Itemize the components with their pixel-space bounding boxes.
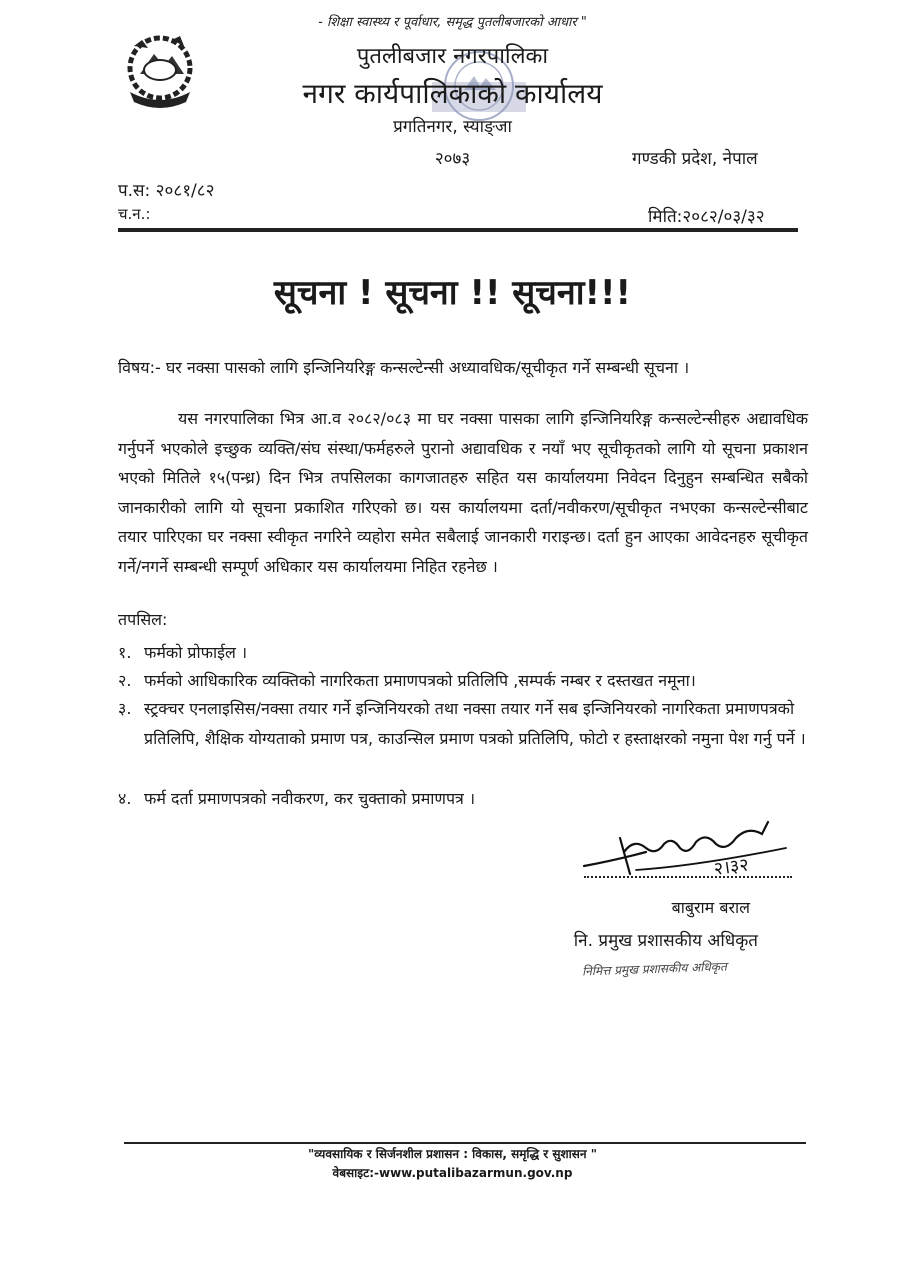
signatory-name: बाबुराम बराल [671,898,750,917]
dispatch-number: च.न.: [118,205,151,223]
list-item-number: ४. [118,789,132,808]
office-address: प्रगतिनगर, स्याङ्जा [393,117,512,137]
letter-date: मिति:२०८२/०३/३२ [648,207,765,227]
established-year: २०७३ [434,149,471,169]
footer-website: वेबसाइट:-www.putalibazarmun.gov.np [332,1166,573,1180]
list-item-text: स्ट्रक्चर एनलाइसिस/नक्सा तयार गर्ने इन्जिनियरको तथा नक्सा तयार गर्ने सब इन्जिनियरको नागरिकता प्रमाणपत्रको प्रतिलिपि, शैक्षिक योग्यताको प्रमाण पत्र, काउन्सिल प्रमाण पत्रको प्रतिलिपि, फोटो र हस्ताक्षरको नमुना पेश गर्नु पर्ने । [144,699,806,748]
province-name: गण्डकी प्रदेश, नेपाल [632,149,758,169]
letter-number: प.स: २०८१/८२ [118,181,215,201]
list-title: तपसिल: [118,610,168,629]
list-item [118,694,808,754]
footer-divider [124,1142,806,1144]
handwritten-note: निमित्त प्रमुख प्रशासकीय अधिकृत [581,959,728,979]
office-name: नगर कार्यपालिकाको कार्यालय [302,77,603,110]
list-item [118,666,808,696]
notice-heading: सूचना ! सूचना !! सूचना!!! [273,273,632,313]
signature-date: २।३२ [712,854,751,880]
footer-motto: "व्यवसायिक र सिर्जनशील प्रशासन : विकास, समृद्धि र सुशासन " [308,1147,597,1161]
list-item-text: फर्मको आधिकारिक व्यक्तिको नागरिकता प्रमाणपत्रको प्रतिलिपि ,सम्पर्क नम्बर र दस्तखत नमूना। [144,671,696,690]
list-item-number: २. [118,671,132,690]
list-item-text: फर्म दर्ता प्रमाणपत्रको नवीकरण, कर चुक्ताको प्रमाणपत्र । [144,789,476,808]
municipality-name: पुतलीबजार नगरपालिका [356,44,549,69]
list-item-text: फर्मको प्रोफाईल । [144,643,248,662]
list-item-number: ३. [118,699,132,718]
list-item [118,638,808,668]
signature-line [584,876,792,878]
notice-body: यस नगरपालिका भित्र आ.व २०८२/०८३ मा घर नक्सा पासका लागि इन्जिनियरिङ्ग कन्सल्टेन्सीहरु अद्यावधिक गर्नुपर्ने भएकोले इच्छुक व्यक्ति/संघ संस्था/फर्महरुले पुरानो अद्यावधिक र नयाँ भए सूचीकृतको लागि यो सूचना प्रकाशन भएको मितिले १५(पन्ध्र) दिन भित्र तपसिलका कागजातहरु सहित यस कार्यालयमा निवेदन दिनुहुन सम्बन्धित सबैको जानकारीको लागि यो सूचना प्रकाशित गरिएको छ। यस कार्यालयमा दर्ता/नवीकरण/सूचीकृत नभएका कन्सल्टेन्सीबाट तयार पारिएका घर नक्सा स्वीकृत नगरिने व्यहोरा समेत सबैलाई जानकारी गराइन्छ। दर्ता हुन आएका आवेदनहरु सूचीकृत गर्ने/नगर्ने सम्बन्धी सम्पूर्ण अधिकार यस कार्यालयमा निहित रहनेछ । [118,409,808,576]
notice-subject: विषय:- घर नक्सा पासको लागि इन्जिनियरिङ्ग कन्सल्टेन्सी अध्यावधिक/सूचीकृत गर्ने सम्बन्धी सूचना । [118,358,690,377]
list-item-number: १. [118,643,132,662]
signatory-title: नि. प्रमुख प्रशासकीय अधिकृत [573,931,758,951]
header-divider [118,228,798,232]
header-motto: - शिक्षा स्वास्थ्य र पूर्वाधार, समृद्ध पुतलीबजारको आधार " [318,15,587,30]
